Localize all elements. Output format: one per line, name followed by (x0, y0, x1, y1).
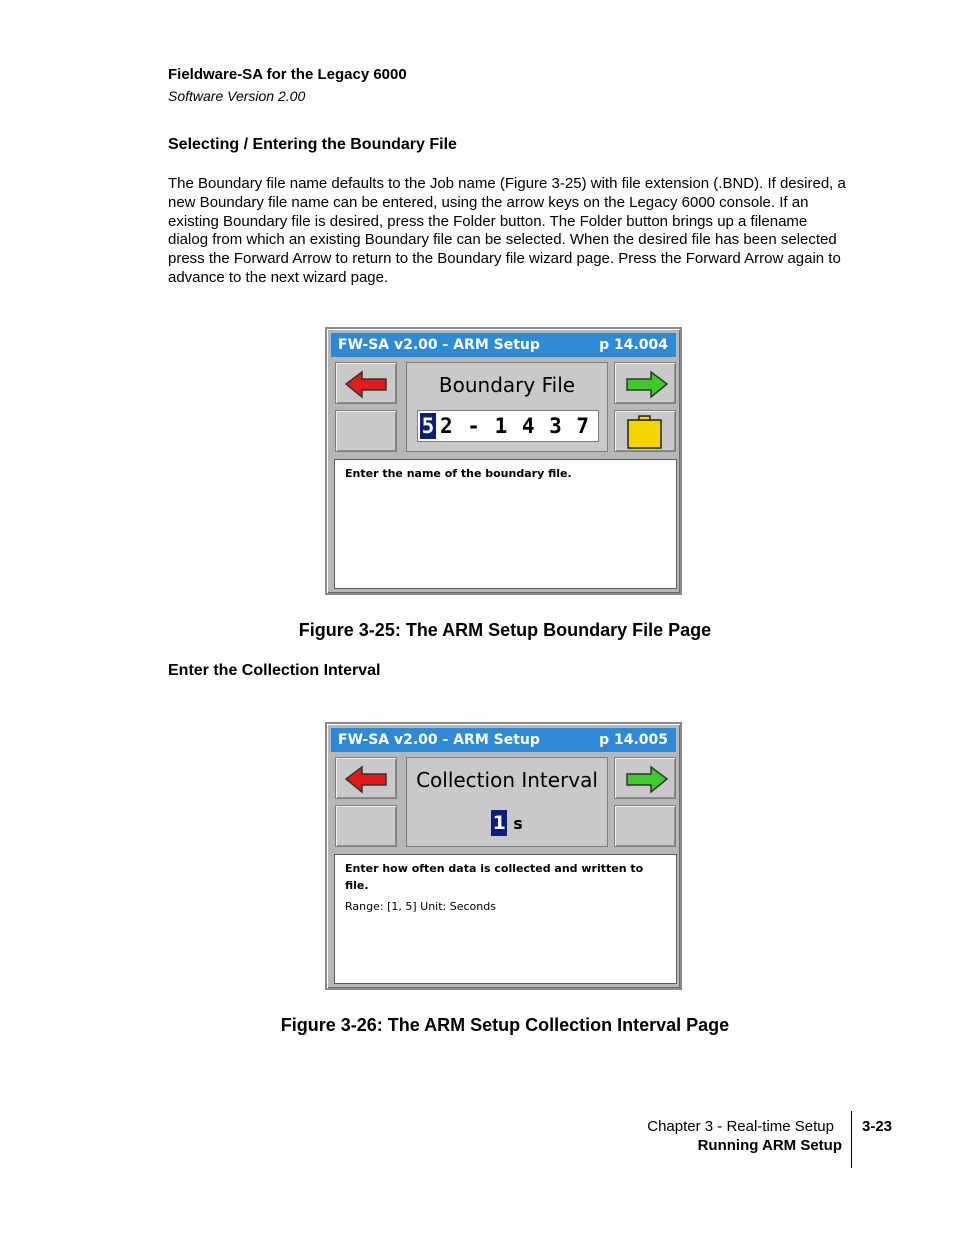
section-paragraph: The Boundary file name defaults to the Job name (Figure 3-25) with file extension (.BND). If desired, a new Boundary file name can be entered, using the arrow keys on the Legacy 6000 console. If an existing Boundary file is desired, press the Folder button. The Folder button brings up a filename dialog from which an existing Boundary file can be selected. When the desired file has been selected press the Forward Arrow to return to the Boundary file wizard page. Press the Forward Arrow again to advance to the next wizard page. (168, 175, 846, 286)
folder-icon (615, 411, 677, 453)
document-title: Fieldware-SA for the Legacy 6000 (168, 66, 407, 83)
footer-divider (851, 1111, 852, 1168)
message-text: Enter the name of the boundary file. (345, 467, 572, 480)
titlebar-app-label: FW-SA v2.00 - ARM Setup (338, 732, 540, 748)
document-subtitle: Software Version 2.00 (168, 88, 306, 104)
selected-character: 5 (421, 414, 435, 438)
forward-arrow-icon (615, 363, 677, 405)
titlebar-page-number: p 14.005 (599, 732, 668, 748)
panel-title: Boundary File (438, 373, 576, 397)
collection-interval-screen (325, 722, 682, 990)
empty-button-right[interactable] (614, 805, 676, 847)
interval-input[interactable] (407, 810, 607, 836)
back-button[interactable] (335, 362, 397, 404)
section-heading-boundary-file: Selecting / Entering the Boundary File (168, 136, 457, 153)
message-box (334, 459, 677, 589)
footer-section: Running ARM Setup (697, 1137, 842, 1154)
figure-caption-3-25: Figure 3-25: The ARM Setup Boundary File Page (298, 620, 712, 640)
boundary-file-panel (406, 362, 608, 452)
section-heading-collection-interval: Enter the Collection Interval (168, 662, 381, 679)
boundary-file-screen (325, 327, 682, 595)
titlebar (331, 728, 676, 752)
empty-button-left[interactable] (335, 410, 397, 452)
message-text: Enter how often data is collected and written to file. (345, 862, 644, 892)
forward-arrow-icon (615, 758, 677, 800)
empty-button-left[interactable] (335, 805, 397, 847)
panel-title: Collection Interval (416, 768, 598, 792)
message-box (334, 854, 677, 984)
filename-remaining: 2 - 1 4 3 7 (440, 414, 591, 438)
back-arrow-icon (336, 758, 398, 800)
boundary-filename-input[interactable] (417, 410, 599, 442)
back-button[interactable] (335, 757, 397, 799)
figure-caption-3-26: Figure 3-26: The ARM Setup Collection Interval Page (280, 1015, 730, 1035)
titlebar-page-number: p 14.004 (599, 337, 668, 353)
back-arrow-icon (336, 363, 398, 405)
range-text: Range: [1, 5] Unit: Seconds (345, 900, 496, 913)
titlebar (331, 333, 676, 357)
titlebar-app-label: FW-SA v2.00 - ARM Setup (338, 337, 540, 353)
interval-value: 1 (492, 812, 506, 834)
interval-unit: s (513, 813, 523, 833)
forward-button[interactable] (614, 757, 676, 799)
folder-button[interactable] (614, 410, 676, 452)
page-number: 3-23 (862, 1118, 893, 1135)
collection-interval-panel (406, 757, 608, 847)
forward-button[interactable] (614, 362, 676, 404)
footer-chapter: Chapter 3 - Real-time Setup (647, 1118, 834, 1135)
